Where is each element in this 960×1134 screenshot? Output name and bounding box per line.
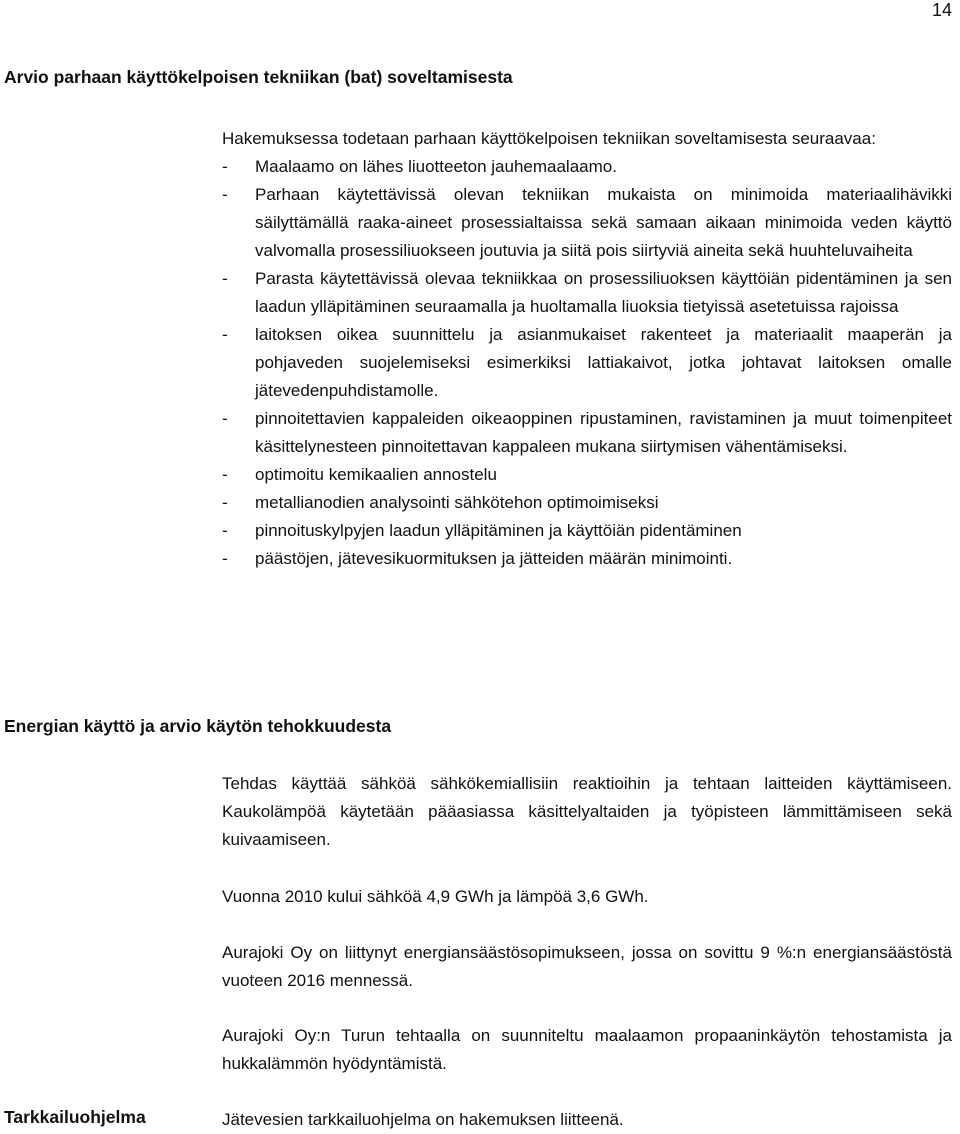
monitoring-text: Jätevesien tarkkailuohjelma on hakemuksen liitteenä.: [222, 1110, 624, 1129]
list-item: - Maalaamo on lähes liuotteeton jauhemaalaamo.: [222, 157, 617, 176]
energy-paragraph-1: Tehdas käyttää sähköä sähkökemiallisiin reaktioihin ja tehtaan laitteiden käyttämiseen. Kaukolämpöä käytetään pääasiassa käsittelyaltaiden ja työpisteen lämmittämiseen sekä kuivaamiseen.: [222, 774, 952, 849]
list-item: - pinnoituskylpyjen laadun ylläpitäminen ja käyttöiän pidentäminen: [222, 521, 742, 540]
section-heading-energy: Energian käyttö ja arvio käytön tehokkuudesta: [4, 716, 392, 736]
list-item: - metallianodien analysointi sähkötehon optimoimiseksi: [222, 493, 659, 512]
page-number: 14: [931, 0, 952, 20]
energy-paragraph-3: Aurajoki Oy on liittynyt energiansäästösopimukseen, jossa on sovittu 9 %:n energiansäästöstä vuoteen 2016 mennessä.: [222, 943, 952, 990]
list-item: - Parhaan käytettävissä olevan tekniikan mukaista on minimoida materiaalihävikki säilyttämällä raaka-aineet prosessialtaissa sekä samaan aikaan minimoida veden käyttö valvomalla prosessiliuokseen joutuvia ja siitä pois siirtyviä aineita sekä huuhteluvaiheita: [222, 185, 952, 260]
list-item: - optimoitu kemikaalien annostelu: [222, 465, 497, 484]
section-heading-bat: Arvio parhaan käyttökelpoisen tekniikan (bat) soveltamisesta: [4, 67, 513, 87]
list-item: - laitoksen oikea suunnittelu ja asianmukaiset rakenteet ja materiaalit maaperän ja pohjaveden suojelemiseksi esimerkiksi lattiakaivot, jotka johtavat laitoksen omalle jätevedenpuhdistamolle.: [222, 325, 952, 400]
bat-intro: Hakemuksessa todetaan parhaan käyttökelpoisen tekniikan soveltamisesta seuraavaa:: [222, 129, 876, 148]
section-heading-monitoring: Tarkkailuohjelma: [4, 1107, 146, 1127]
section-bat-body: [222, 125, 952, 573]
energy-paragraph-4: Aurajoki Oy:n Turun tehtaalla on suunniteltu maalaamon propaaninkäytön tehostamista ja hukkalämmön hyödyntämistä.: [222, 1026, 952, 1073]
energy-paragraph-2: Vuonna 2010 kului sähköä 4,9 GWh ja lämpöä 3,6 GWh.: [222, 887, 649, 906]
list-item: - Parasta käytettävissä olevaa tekniikkaa on prosessiliuoksen käyttöiän pidentäminen ja sen laadun ylläpitäminen seuraamalla ja huoltamalla liuoksia tietyissä asetetuissa rajoissa: [222, 269, 952, 316]
bat-list: [222, 153, 952, 573]
list-item: - päästöjen, jätevesikuormituksen ja jätteiden määrän minimointi.: [222, 549, 733, 568]
list-item: - pinnoitettavien kappaleiden oikeaoppinen ripustaminen, ravistaminen ja muut toimenpiteet käsittelynesteen pinnoitettavan kappaleen mukana siirtymisen vähentämiseksi.: [222, 409, 952, 456]
